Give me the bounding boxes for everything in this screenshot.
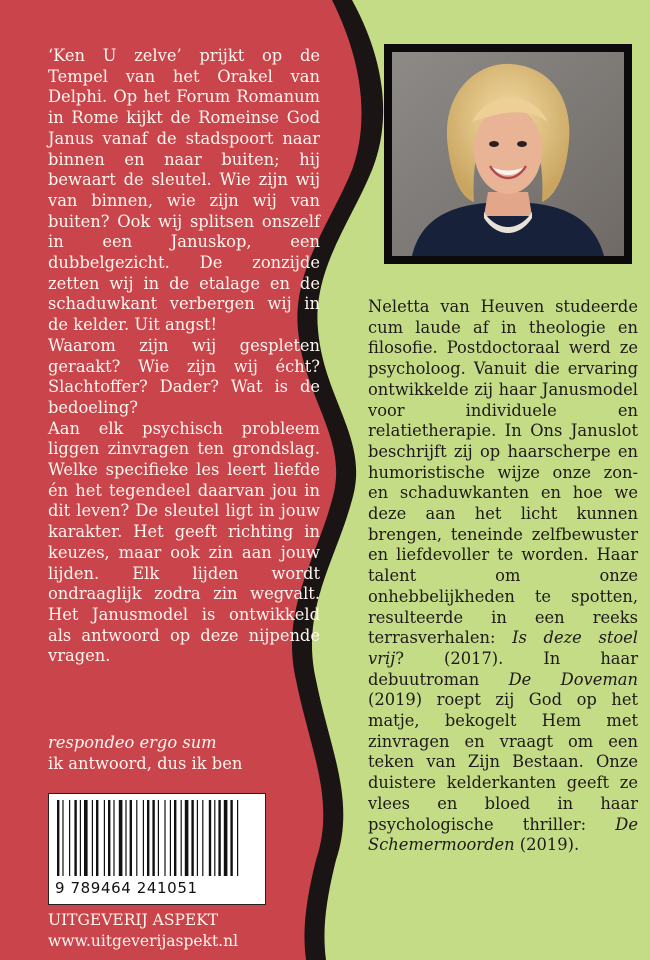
barcode-bar	[92, 800, 93, 876]
barcode-bar	[57, 800, 59, 876]
barcode-bar	[174, 800, 176, 876]
barcode-bar	[197, 800, 198, 876]
barcode-bar	[209, 800, 211, 876]
motto	[48, 733, 318, 774]
author-photo	[392, 52, 624, 256]
barcode-bar	[230, 800, 232, 876]
author-photo-frame	[384, 44, 632, 264]
barcode-bar	[143, 800, 144, 876]
barcode-bar	[152, 800, 154, 876]
barcode-bar	[164, 800, 165, 876]
barcode-bar	[69, 800, 70, 876]
book-title-de-schemermoorden: De Schemermoorden	[368, 814, 638, 855]
motto-latin: respondeo ergo sum	[48, 733, 217, 752]
barcode-bar	[214, 800, 215, 876]
barcode-bar	[130, 800, 132, 876]
publisher-url: www.uitgeverijaspekt.nl	[48, 932, 239, 950]
barcode-bar	[170, 800, 171, 876]
back-cover-blurb	[48, 46, 320, 667]
barcode-bar	[181, 800, 182, 876]
barcode-bar	[104, 800, 105, 876]
barcode-bar	[119, 800, 123, 876]
barcode-bar	[237, 800, 238, 876]
barcode-bar	[136, 800, 137, 876]
motto-dutch: ik antwoord, dus ik ben	[48, 753, 243, 773]
barcode-bar	[108, 800, 110, 876]
barcode-bar	[185, 800, 189, 876]
barcode-bar	[191, 800, 193, 876]
blurb-paragraph-3: Aan elk psychisch probleem liggen zinvragen ten grondslag. Welke specifieke les leert liefde én het tegendeel daarvan jou in dit leven? De sleutel ligt in jouw karakter. Het geeft richting in keuzes, maar ook zin aan jouw lijden. Elk lijden wordt ondraaglijk zodra zin wegvalt. Het Janusmodel is ontwikkeld als antwoord op deze nijpende vragen.	[48, 418, 320, 666]
isbn-barcode	[48, 793, 266, 905]
barcode-bar	[113, 800, 114, 876]
book-title-de-doveman: De Doveman	[508, 669, 639, 689]
barcode-bar	[74, 800, 76, 876]
publisher-info	[48, 910, 238, 952]
publisher-name: UITGEVERIJ ASPEKT	[48, 911, 219, 929]
isbn-number: 9 789464 241051	[55, 879, 198, 897]
bio-text-3: (2019) roept zij God op het matje, bekogelt Hem met zinvragen en vraagt om een teken van Zijn Bestaan. Onze duistere kelderkanten geeft ze vlees en bloed in haar psychologische thriller:	[368, 690, 638, 834]
barcode-bar	[218, 800, 220, 876]
barcode-bar	[80, 800, 81, 876]
blurb-paragraph-1: ‘Ken U zelve’ prijkt op de Tempel van het Orakel van Delphi. Op het Forum Romanum in Rome kijkt de Romeinse God Janus vanaf de stadspoort naar binnen en naar buiten; hij bewaart de sleutel. Wie zijn wij van binnen, wie zijn wij van buiten? Ook wij splitsen onszelf in een Januskop, een dubbelgezicht. De zonzijde zetten wij in de etalage en de schaduwkant verbergen wij in de kelder. Uit angst!	[48, 46, 320, 335]
barcode-bar	[62, 800, 63, 876]
barcode-bar	[158, 800, 159, 876]
author-bio	[368, 297, 638, 856]
barcode-bar	[224, 800, 228, 876]
barcode-bar	[96, 800, 98, 876]
barcode-bars	[55, 800, 259, 876]
bio-text-1: Neletta van Heuven studeerde cum laude af in theologie en filosofie. Postdoctoraal werd ze psycholoog. Vanuit die ervaring ontwikkelde zij haar Janusmodel voor individuele en relatietherapie. In Ons Januslot beschrijft zij op haarscherpe en humoristische wijze onze zon- en schaduwkanten en hoe we deze aan het licht kunnen brengen, teneinde zelfbewuster en liefdevoller te worden. Haar talent om onze onhebbelijkheden te spotten, resulteerde in een reeks terrasverhalen:	[368, 297, 638, 648]
bio-text-4: (2019).	[514, 835, 580, 855]
barcode-bar	[84, 800, 88, 876]
blurb-paragraph-2: Waarom zijn wij gespleten geraakt? Wie zijn wij écht? Slachtoffer? Dader? Wat is de bedoeling?	[48, 335, 320, 417]
barcode-bar	[147, 800, 149, 876]
author-bio-paragraph	[368, 297, 638, 856]
bio-text-2: ? (2017). In haar debuutroman	[368, 648, 638, 689]
barcode-bar	[125, 800, 126, 876]
barcode-bar	[202, 800, 203, 876]
book-title-is-deze-stoel-vrij: Is deze stoel vrij	[368, 628, 639, 668]
